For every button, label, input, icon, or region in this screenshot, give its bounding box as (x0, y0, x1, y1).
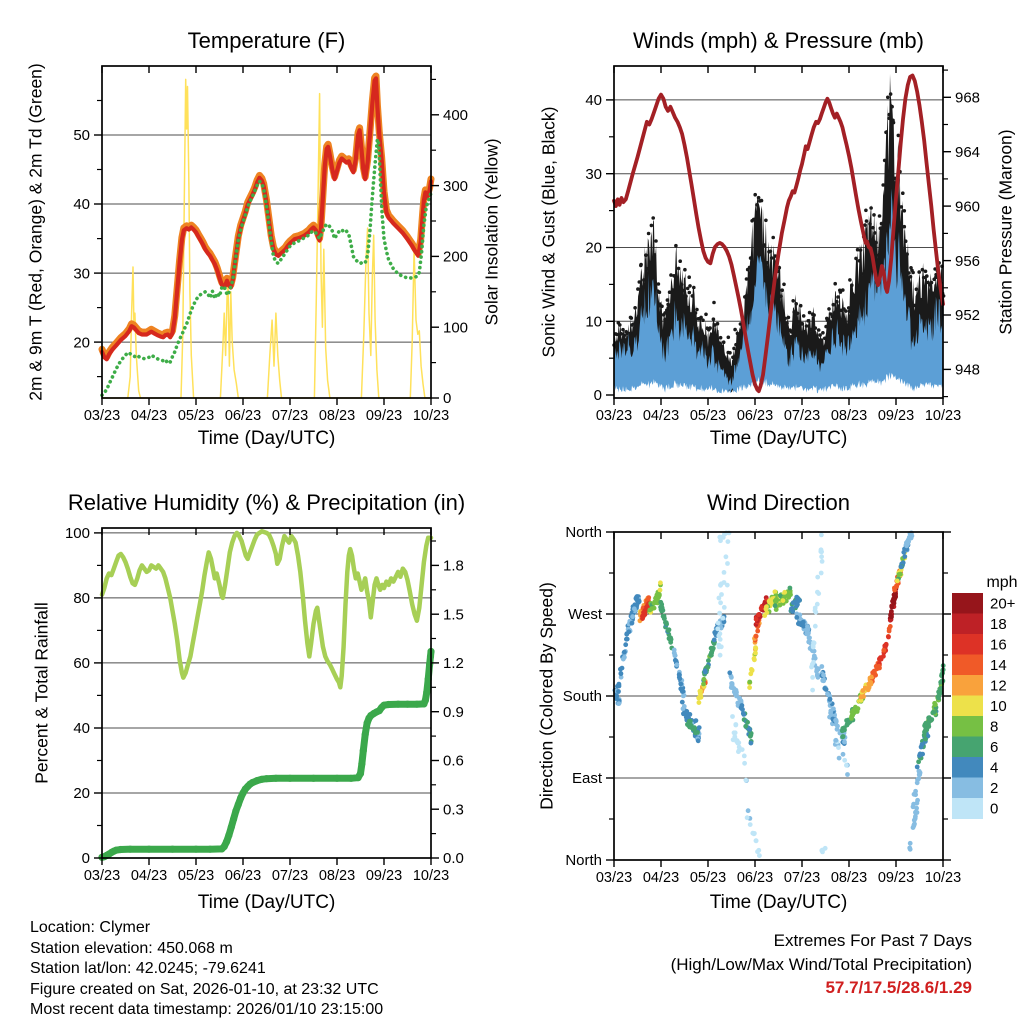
svg-text:North: North (565, 524, 602, 542)
svg-text:mph: mph (986, 574, 1018, 591)
panel-temperature-chart (73, 66, 468, 424)
svg-text:03/23: 03/23 (83, 868, 121, 884)
wind-direction-xlabel: Time (Day/UTC) (709, 892, 848, 913)
winds-ylabel-right: Station Pressure (Maroon) (995, 129, 1016, 335)
svg-text:South: South (562, 688, 602, 706)
svg-text:05/23: 05/23 (177, 868, 215, 884)
svg-text:06/23: 06/23 (736, 870, 774, 886)
svg-text:300: 300 (443, 177, 469, 195)
svg-text:05/23: 05/23 (689, 408, 727, 424)
svg-text:09/23: 09/23 (365, 408, 403, 424)
svg-text:07/23: 07/23 (783, 408, 821, 424)
svg-text:05/23: 05/23 (177, 408, 215, 424)
extremes-subheading: (High/Low/Max Wind/Total Precipitation) (670, 954, 972, 974)
svg-text:West: West (568, 606, 602, 624)
svg-text:14: 14 (990, 656, 1007, 674)
figure-created-timestamp: Figure created on Sat, 2026-01-10, at 23:32 UTC (30, 980, 379, 998)
station-latlon: Station lat/lon: 42.0245; -79.6241 (30, 960, 266, 978)
panel-wind-direction-chart (563, 524, 1018, 886)
station-info (30, 918, 383, 1021)
wind-direction-ylabel-left: Direction (Colored By Speed) (536, 582, 557, 810)
station-location: Location: Clymer (30, 919, 151, 936)
winds-ylabel-left: Sonic Wind & Gust (Blue, Black) (538, 106, 559, 358)
svg-text:4: 4 (990, 759, 999, 777)
extremes-values: 57.7/17.5/28.6/1.29 (825, 978, 972, 997)
svg-text:04/23: 04/23 (130, 408, 168, 424)
svg-text:06/23: 06/23 (224, 408, 262, 424)
svg-text:09/23: 09/23 (877, 870, 915, 886)
svg-text:10/23: 10/23 (924, 870, 962, 886)
svg-text:60: 60 (73, 655, 90, 673)
svg-text:956: 956 (955, 252, 981, 270)
svg-text:40: 40 (73, 720, 90, 738)
svg-text:09/23: 09/23 (365, 868, 403, 884)
svg-text:04/23: 04/23 (642, 408, 680, 424)
svg-text:948: 948 (955, 361, 981, 379)
svg-text:200: 200 (443, 248, 469, 266)
winds-xlabel: Time (Day/UTC) (709, 428, 848, 449)
temperature-xlabel: Time (Day/UTC) (197, 428, 336, 449)
svg-text:1.2: 1.2 (443, 655, 464, 673)
svg-text:16: 16 (990, 636, 1007, 654)
svg-text:10: 10 (585, 313, 602, 331)
svg-text:30: 30 (73, 265, 90, 283)
svg-text:06/23: 06/23 (224, 868, 262, 884)
svg-text:12: 12 (990, 677, 1007, 695)
humidity-xlabel: Time (Day/UTC) (197, 892, 336, 913)
svg-text:20: 20 (73, 334, 90, 352)
svg-text:05/23: 05/23 (689, 870, 727, 886)
svg-text:0.9: 0.9 (443, 703, 464, 721)
svg-text:08/23: 08/23 (830, 870, 868, 886)
svg-text:East: East (571, 770, 602, 788)
svg-text:04/23: 04/23 (642, 870, 680, 886)
svg-text:0: 0 (593, 387, 602, 405)
svg-text:09/23: 09/23 (877, 408, 915, 424)
svg-text:960: 960 (955, 198, 981, 216)
svg-text:10: 10 (990, 697, 1007, 715)
wind-direction-title: Wind Direction (706, 490, 851, 515)
extremes-heading: Extremes For Past 7 Days (773, 931, 972, 950)
svg-text:10/23: 10/23 (412, 868, 450, 884)
svg-text:0: 0 (81, 850, 90, 868)
svg-text:03/23: 03/23 (595, 408, 633, 424)
svg-text:10/23: 10/23 (924, 408, 962, 424)
temperature-ylabel-right: Solar Insolation (Yellow) (481, 138, 502, 326)
svg-text:04/23: 04/23 (130, 868, 168, 884)
svg-text:0.3: 0.3 (443, 801, 464, 819)
svg-text:07/23: 07/23 (271, 868, 309, 884)
winds-pressure-title: Winds (mph) & Pressure (mb) (633, 28, 924, 53)
humidity-ylabel-left: Percent & Total Rainfall (31, 602, 52, 784)
panel-humidity-precip-chart (65, 525, 464, 884)
svg-text:0.6: 0.6 (443, 752, 464, 770)
svg-text:North: North (565, 852, 602, 870)
svg-text:18: 18 (990, 615, 1007, 633)
svg-text:2: 2 (990, 779, 999, 797)
svg-text:10/23: 10/23 (412, 408, 450, 424)
svg-text:80: 80 (73, 590, 90, 608)
svg-text:1.8: 1.8 (443, 557, 464, 575)
svg-text:40: 40 (73, 196, 90, 214)
svg-text:08/23: 08/23 (318, 868, 356, 884)
most-recent-data-timestamp: Most recent data timestamp: 2026/01/10 23:15:00 (30, 1001, 384, 1019)
svg-text:952: 952 (955, 307, 981, 325)
svg-text:07/23: 07/23 (783, 870, 821, 886)
svg-text:20: 20 (585, 239, 602, 257)
svg-text:03/23: 03/23 (595, 870, 633, 886)
humidity-precip-title: Relative Humidity (%) & Precipitation (in) (67, 490, 466, 515)
svg-text:20: 20 (73, 785, 90, 803)
svg-text:0.0: 0.0 (443, 850, 464, 868)
temperature-ylabel-left: 2m & 9m T (Red, Orange) & 2m Td (Green) (25, 63, 46, 401)
station-elevation: Station elevation: 450.068 m (30, 939, 233, 957)
temperature-title: Temperature (F) (187, 28, 346, 53)
svg-text:1.5: 1.5 (443, 606, 464, 624)
panel-winds-pressure-chart (585, 66, 980, 424)
svg-text:100: 100 (64, 525, 90, 543)
svg-text:100: 100 (443, 319, 469, 337)
svg-text:03/23: 03/23 (83, 408, 121, 424)
svg-text:0: 0 (990, 800, 999, 818)
svg-text:07/23: 07/23 (271, 408, 309, 424)
svg-text:964: 964 (955, 143, 981, 161)
svg-text:400: 400 (443, 107, 469, 124)
svg-text:06/23: 06/23 (736, 408, 774, 424)
svg-text:968: 968 (955, 89, 981, 107)
svg-text:08/23: 08/23 (830, 408, 868, 424)
extremes-block (671, 929, 972, 1000)
svg-text:20+: 20+ (990, 595, 1016, 613)
svg-text:6: 6 (990, 738, 999, 756)
svg-text:50: 50 (73, 127, 90, 145)
svg-text:8: 8 (990, 718, 999, 736)
svg-text:08/23: 08/23 (318, 408, 356, 424)
svg-text:40: 40 (585, 92, 602, 110)
svg-text:30: 30 (585, 165, 602, 183)
svg-text:0: 0 (443, 390, 452, 408)
